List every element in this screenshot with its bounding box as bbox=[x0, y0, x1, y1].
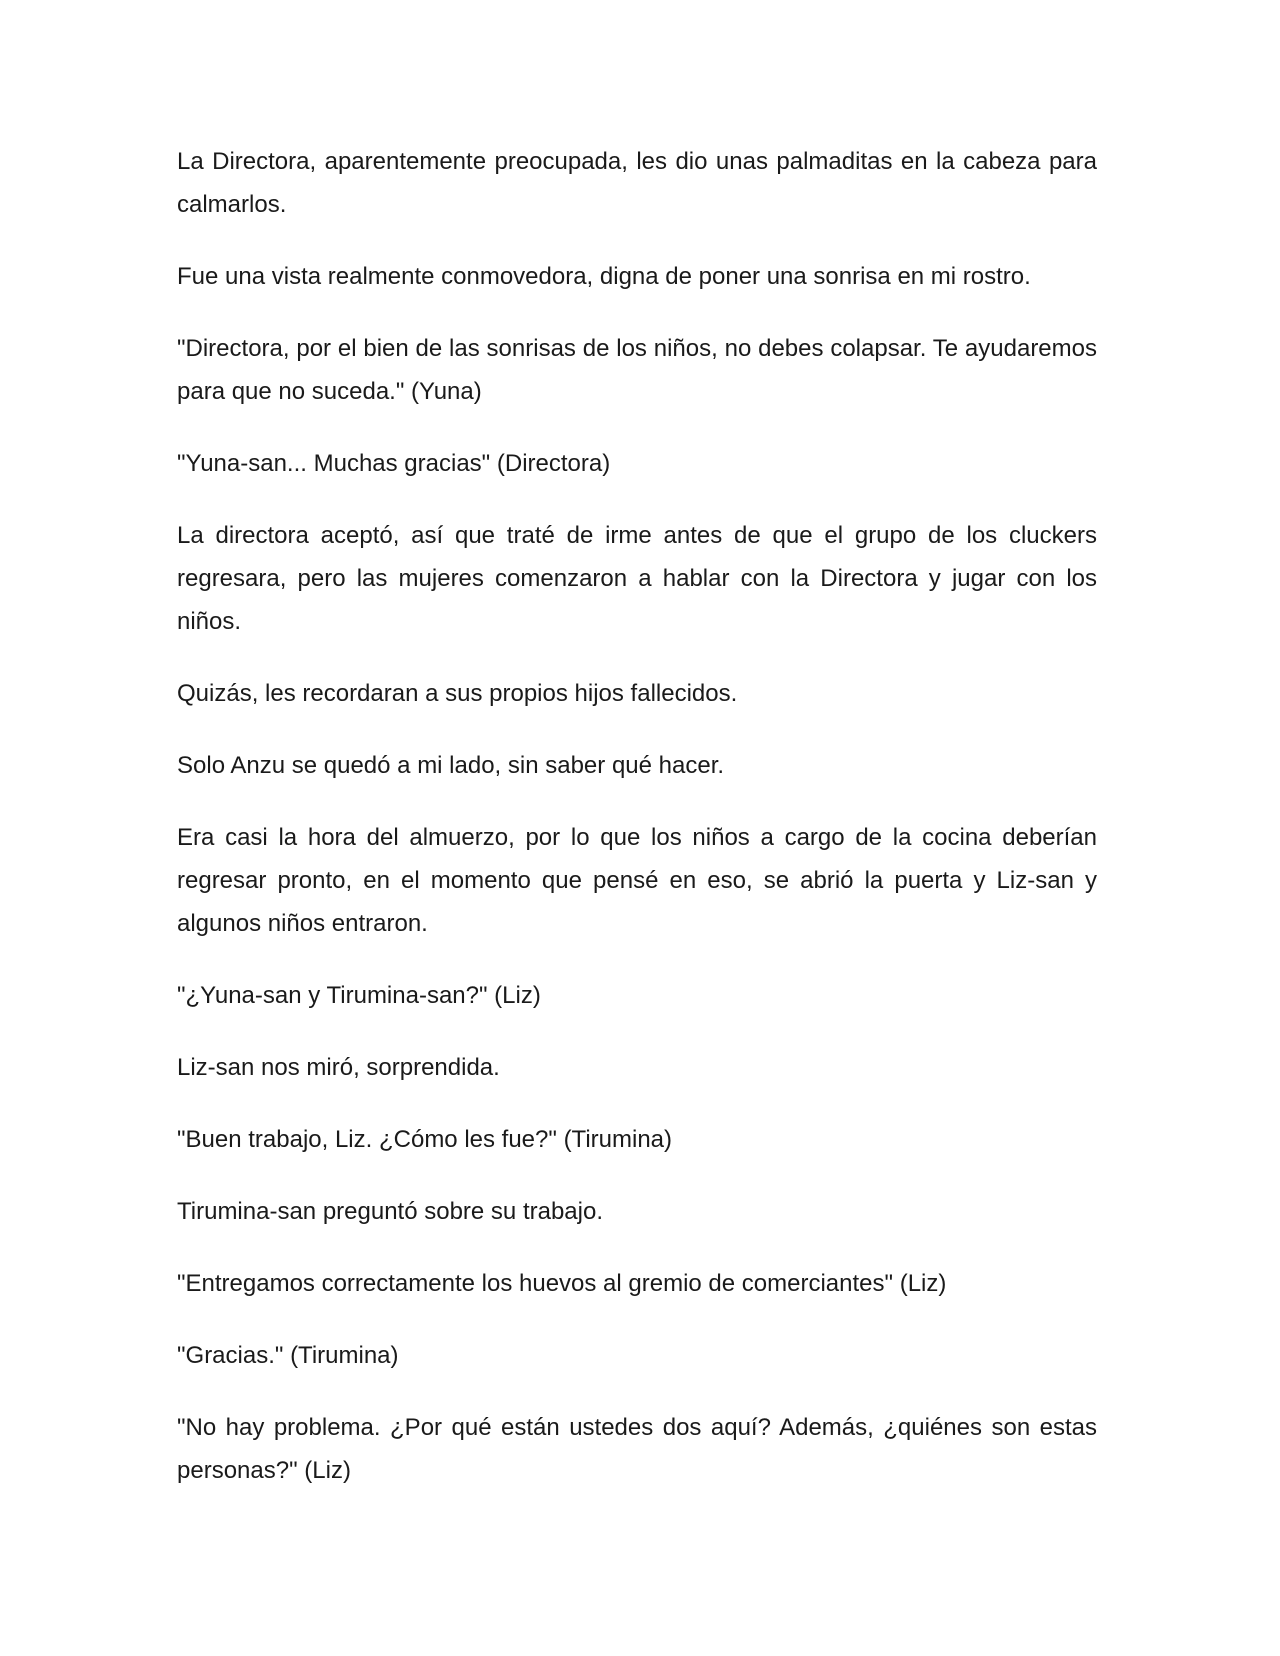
paragraph: Solo Anzu se quedó a mi lado, sin saber qué hacer. bbox=[177, 752, 725, 779]
paragraph: Fue una vista realmente conmovedora, digna de poner una sonrisa en mi rostro. bbox=[177, 263, 1031, 290]
paragraph: "No hay problema. ¿Por qué están ustedes dos aquí? Además, ¿quiénes son estas personas?" (Liz) bbox=[177, 1414, 1097, 1484]
paragraph: "Buen trabajo, Liz. ¿Cómo les fue?" (Tirumina) bbox=[177, 1126, 673, 1153]
paragraph: La Directora, aparentemente preocupada, les dio unas palmaditas en la cabeza para calmarlos. bbox=[177, 148, 1097, 218]
paragraph: "Directora, por el bien de las sonrisas de los niños, no debes colapsar. Te ayudaremos para que no suceda." (Yuna) bbox=[177, 335, 1097, 405]
paragraph: Era casi la hora del almuerzo, por lo que los niños a cargo de la cocina deberían regresar pronto, en el momento que pensé en eso, se abrió la puerta y Liz-san y algunos niños entraron. bbox=[177, 824, 1097, 937]
paragraph: "Entregamos correctamente los huevos al gremio de comerciantes" (Liz) bbox=[177, 1270, 947, 1297]
paragraph: "¿Yuna-san y Tirumina-san?" (Liz) bbox=[177, 982, 541, 1009]
paragraph: Quizás, les recordaran a sus propios hijos fallecidos. bbox=[177, 680, 738, 707]
paragraph: Liz-san nos miró, sorprendida. bbox=[177, 1054, 500, 1081]
paragraph: Tirumina-san preguntó sobre su trabajo. bbox=[177, 1198, 603, 1225]
document-body bbox=[177, 140, 1097, 1492]
paragraph: "Gracias." (Tirumina) bbox=[177, 1342, 399, 1369]
paragraph: La directora aceptó, así que traté de irme antes de que el grupo de los cluckers regresara, pero las mujeres comenzaron a hablar con la Directora y jugar con los niños. bbox=[177, 522, 1097, 635]
paragraph: "Yuna-san... Muchas gracias" (Directora) bbox=[177, 450, 611, 477]
